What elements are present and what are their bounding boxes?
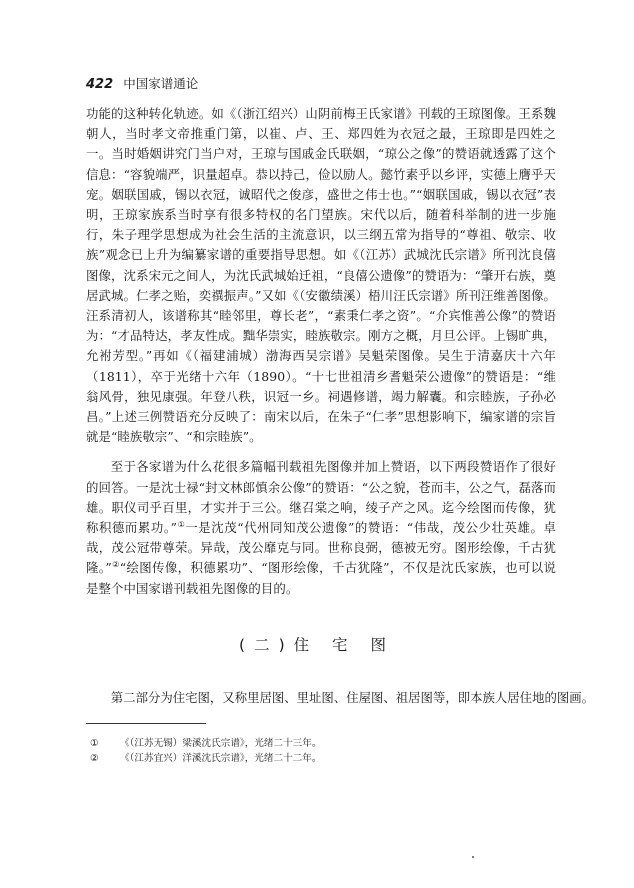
footnote-text: 《（江苏宜兴）洋溪沈氏宗谱》，光绪二十二年。 (120, 753, 322, 764)
main-text (86, 104, 556, 599)
footnote-mark: ② (90, 753, 99, 764)
page-speck (472, 856, 474, 858)
footnote-ref-1[interactable]: ① (177, 519, 186, 529)
paragraph-text-part-2: 一是沈茂“代州同知茂公遗像”的赞语：“伟哉，茂公少壮英雄。卓哉，茂公冠带尊荣。异哉，茂公靡克与同。世称良弼，德被无穷。图形绘像，千古犹隆。” (86, 520, 556, 576)
footnote-item (90, 751, 550, 766)
section-heading: (二)住 宅 图 (239, 636, 395, 654)
footnote-mark: ① (90, 738, 99, 749)
footnotes (90, 736, 550, 766)
footnote-text: 《（江苏无锡）梁溪沈氏宗谱》，光绪二十三年。 (120, 738, 322, 749)
paragraph-portrait-eulogies: 功能的这种转化轨迹。如《（浙江绍兴）山阴前梅王氏家谱》刊载的王琼图像。王系魏朝人，当时孝文帝推重门第，以崔、卢、王、郑四姓为衣冠之最，王琼即是四姓之一。当时婚姻讲究门当户对，王琼与国戚金氏联姻，“琼公之像”的赞语就透露了这个信息：“容貌端严，识量超卓。恭以持己，俭以励人。懿竹素乎以乡评，实德上膺乎天宠。姻联国戚，锡以衣冠，诚昭代之俊彦，盛世之伟士也。”“姻联国戚，锡以衣冠”表明，王琼家族系当时享有很多特权的名门望族。宋代以后，随着科举制的进一步施行，朱子理学思想成为社会生活的主流意识，以三纲五常为指导的“尊祖、敬宗、收族”观念已上升为编纂家谱的重要指导思想。如《（江苏）武城沈氏宗谱》所刊沈良僖图像，沈系宋元之间人，为沈氏武城始迁祖，“良僖公遗像”的赞语为：“肇开右族，奠居武城。仁孝之贻，奕禩振声。”又如《（安徽绩溪）梧川汪氏宗谱》所刊汪维善图像。汪系清初人，该谱称其“睦邻里，尊长老”，“素秉仁孝之资”。“介宾惟善公像”的赞语为：“才品特达，孝友性成。黜华崇实，睦族敬宗。刚方之概，月旦公评。上锡旷典，允袝芳型。”再如《（福建浦城）渤海西吴宗谱》吴魁荣图像。吴生于清嘉庆十六年（1811），卒于光绪十六年（1890）。“十七世祖清乡耆魁荣公遗像”的赞语是：“维翁风骨，独见康强。年登八秩，识冠一乡。祠遇修谱，竭力解囊。和宗睦族，子孙必昌。”上述三例赞语充分反映了：南宋以后，在朱子“仁孝”思想影响下，编家谱的宗旨就是“睦族敬宗”、“和宗睦族”。 (86, 106, 556, 445)
section-first-paragraph: 第二部分为住宅图，又称里居图、里址图、住屋图、祖居图等，即本族人居住地的图画。 (110, 690, 595, 705)
book-title: 中国家谱通论 (123, 76, 199, 91)
paragraph-text-part-3: “绘图传像，积德累功”、“图形绘像，千古犹隆”，不仅是沈氏家族，也可以说是整个中国家谱刊载祖先图像的目的。 (86, 560, 556, 596)
footnote-divider (86, 723, 206, 724)
footnote-item (90, 736, 550, 751)
page-number: 422 (86, 77, 114, 92)
paragraph-text-part-1: 至于各家谱为什么花很多篇幅刊载祖先图像并加上赞语，以下两段赞语作了很好的回答。一是沈士禄“封文林郎慎余公像”的赞语：“公之貌，苍而丰，公之气，磊落而雄。职仪司乎百里，才实并于三公。继召棠之响，绫子产之风。迄今绘图而传像，犹称积德而累功。” (86, 459, 556, 536)
running-header (86, 76, 198, 93)
footnote-ref-2[interactable]: ② (111, 560, 120, 570)
paragraph-purpose-of-portraits (86, 457, 556, 598)
